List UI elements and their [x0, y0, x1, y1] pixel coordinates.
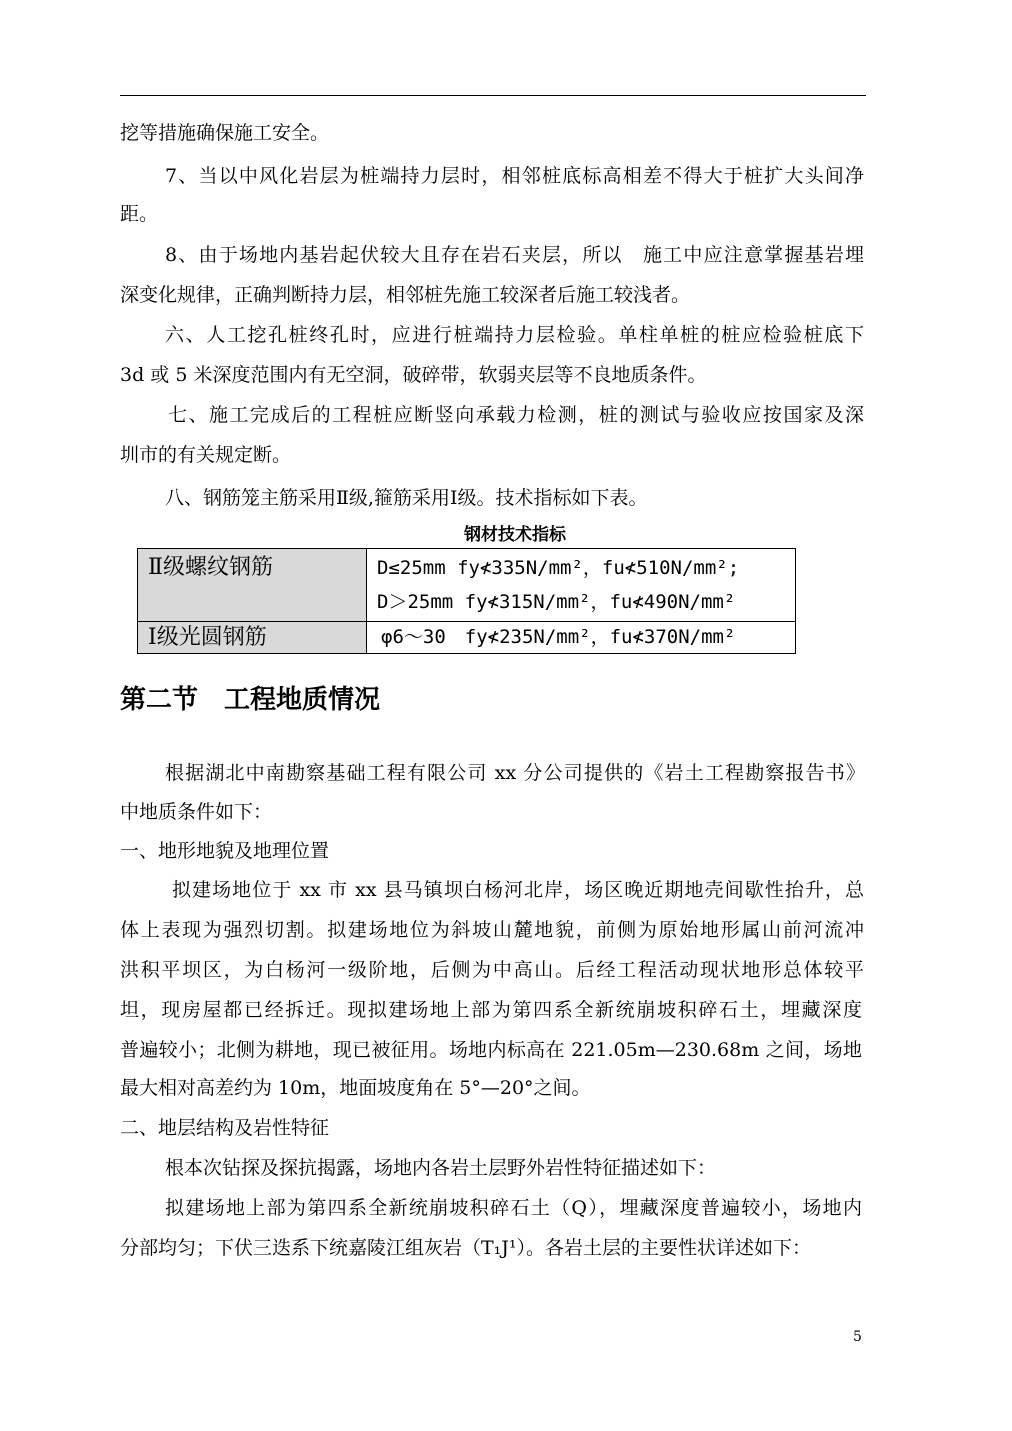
steel-spec-table	[137, 548, 796, 654]
text-line: 洪积平坝区，为白杨河一级阶地，后侧为中高山。后经工程活动现状地形总体较平	[120, 959, 864, 981]
specs-cell	[367, 622, 796, 654]
grade-cell	[138, 549, 367, 622]
specs-cell	[367, 549, 796, 622]
text-line: 最大相对高差约为 10m，地面坡度角在 5°—20°之间。	[120, 1077, 591, 1099]
text-line: 八、钢筋笼主筋采用Ⅱ级,箍筋采用Ⅰ级。技术指标如下表。	[165, 487, 648, 509]
grade-label: Ⅱ级螺纹钢筋	[148, 555, 273, 580]
text-line: 体上表现为强烈切割。拟建场地位为斜坡山麓地貌，前侧为原始地形属山前河流冲	[120, 919, 864, 941]
table-row	[138, 622, 796, 654]
text-line: 一、地形地貌及地理位置	[120, 840, 330, 862]
spec-line: φ6～30 fy≮235N/mm²，fu≮370N/mm²	[381, 626, 736, 648]
grade-label: Ⅰ级光圆钢筋	[148, 625, 267, 650]
text-line: 普遍较小；北侧为耕地，现已被征用。场地内标高在 221.05m—230.68m 之间，场地	[120, 1039, 862, 1061]
text-line: 8、由于场地内基岩起伏较大且存在岩石夹层，所以 施工中应注意掌握基岩埋	[165, 244, 864, 266]
page-number: 5	[853, 1329, 862, 1345]
text-line: 距。	[120, 203, 159, 225]
table-row	[138, 549, 796, 622]
text-line: 七、施工完成后的工程桩应断竖向承载力检测，桩的测试与验收应按国家及深	[168, 404, 864, 426]
table-caption: 钢材技术指标	[464, 525, 566, 545]
text-line: 圳市的有关规定断。	[120, 444, 292, 466]
text-line: 7、当以中风化岩层为桩端持力层时，相邻桩底标高相差不得大于桩扩大头间净	[165, 165, 864, 187]
section-heading: 第二节 工程地质情况	[120, 685, 381, 715]
text-line: 六、人工挖孔桩终孔时，应进行桩端持力层检验。单柱单桩的桩应检验桩底下	[165, 324, 864, 346]
spec-line: D＞25mm fy≮315N/mm²，fu≮490N/mm²	[377, 591, 736, 613]
header-rule	[120, 95, 866, 96]
grade-cell	[138, 622, 367, 654]
text-line: 中地质条件如下：	[120, 801, 273, 823]
text-line: 深变化规律，正确判断持力层，相邻桩先施工较深者后施工较浅者。	[120, 284, 691, 306]
text-line: 根据湖北中南勘察基础工程有限公司 xx 分公司提供的《岩土工程勘察报告书》	[165, 762, 865, 784]
text-line: 拟建场地位于 xx 市 xx 县马镇坝白杨河北岸，场区晚近期地壳间歇性抬升，总	[172, 879, 864, 901]
text-line: 根本次钻探及探抗揭露，场地内各岩土层野外岩性特征描述如下：	[165, 1157, 717, 1179]
text-line: 二、地层结构及岩性特征	[120, 1117, 330, 1139]
text-line: 3d 或 5 米深度范围内有无空洞，破碎带，软弱夹层等不良地质条件。	[120, 364, 707, 386]
text-line: 拟建场地上部为第四系全新统崩坡积碎石土（Q），埋藏深度普遍较小，场地内	[165, 1197, 862, 1219]
spec-line: D≤25mm fy≮335N/mm²，fu≮510N/mm²;	[377, 557, 740, 579]
text-line: 分部均匀；下伏三迭系下统嘉陵江组灰岩（T₁J¹）。各岩土层的主要性状详述如下：	[120, 1237, 812, 1259]
text-line: 坦，现房屋都已经拆迁。现拟建场地上部为第四系全新统崩坡积碎石土，埋藏深度	[120, 999, 862, 1021]
text-line: 挖等措施确保施工安全。	[120, 122, 330, 144]
